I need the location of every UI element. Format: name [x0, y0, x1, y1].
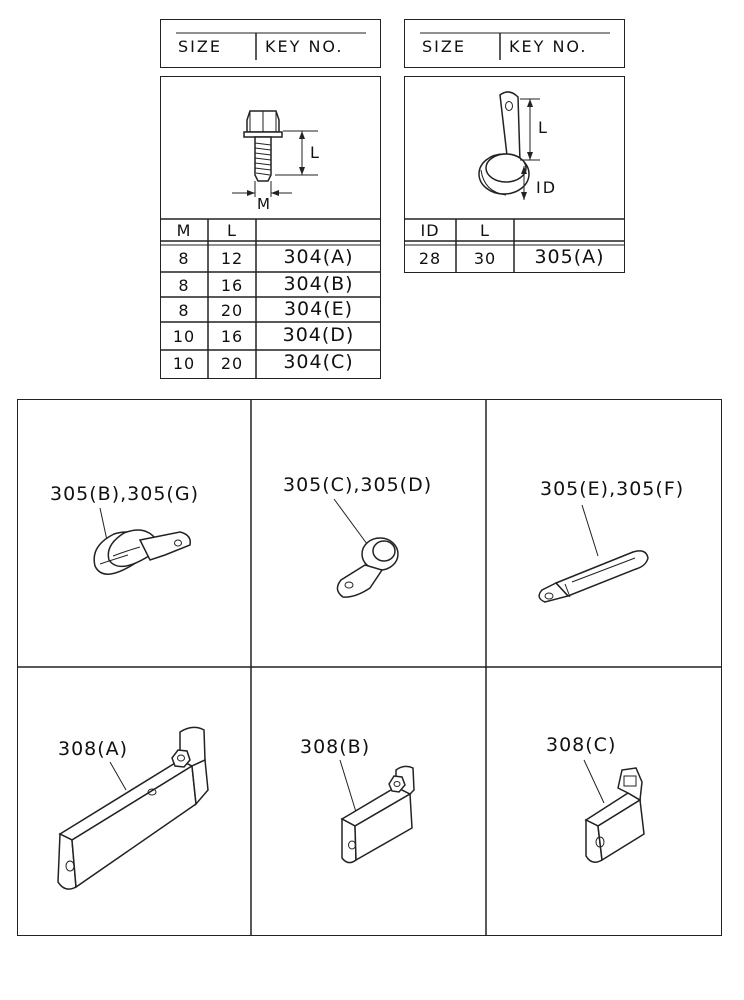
- row-key: 304(E): [283, 298, 354, 320]
- clamp-id-label: ID: [536, 178, 558, 197]
- right-col-id-header: ID: [420, 221, 440, 240]
- row-l: 30: [473, 249, 497, 268]
- row-l: 12: [220, 249, 244, 268]
- row-m: 10: [172, 327, 196, 346]
- right-keyno-label: KEY NO.: [509, 37, 588, 56]
- part-label-308c: 308(C): [546, 734, 617, 756]
- left-size-label: SIZE: [178, 37, 222, 56]
- right-col-l-header: L: [480, 221, 490, 240]
- row-key: 304(A): [283, 246, 354, 268]
- row-l: 16: [220, 327, 244, 346]
- clamp-length-label: L: [538, 118, 549, 137]
- part-label-305c-305d: 305(C),305(D): [283, 474, 433, 496]
- row-key: 304(D): [282, 324, 355, 346]
- part-label-305b-305g: 305(B),305(G): [50, 483, 199, 505]
- bolt-length-label: L: [310, 143, 321, 162]
- bolt-diameter-label: M: [257, 195, 272, 213]
- row-m: 10: [172, 354, 196, 373]
- part-label-308a: 308(A): [58, 738, 129, 760]
- part-label-305e-305f: 305(E),305(F): [540, 478, 685, 500]
- row-id: 28: [418, 249, 442, 268]
- row-key: 304(C): [283, 351, 354, 373]
- row-m: 8: [178, 276, 190, 295]
- row-m: 8: [178, 301, 190, 320]
- left-col-m-header: M: [176, 221, 192, 240]
- row-l: 16: [220, 276, 244, 295]
- right-size-label: SIZE: [422, 37, 466, 56]
- left-keyno-label: KEY NO.: [265, 37, 344, 56]
- row-key: 305(A): [534, 246, 605, 268]
- row-m: 8: [178, 249, 190, 268]
- part-label-308b: 308(B): [300, 736, 371, 758]
- row-l: 20: [220, 354, 244, 373]
- row-l: 20: [220, 301, 244, 320]
- left-col-l-header: L: [227, 221, 237, 240]
- row-key: 304(B): [283, 273, 354, 295]
